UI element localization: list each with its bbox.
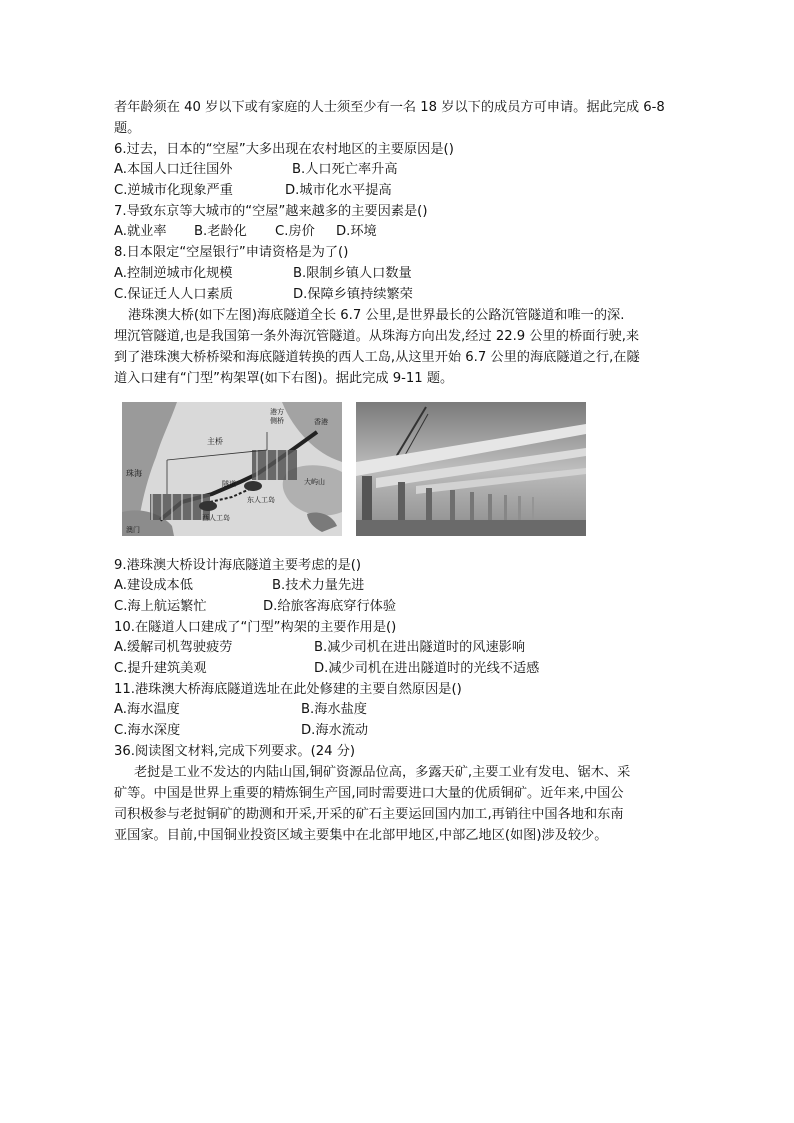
q8-stem: 8.日本限定“空屋银行”申请资格是为了() — [114, 245, 349, 260]
q36-passage-line-4: 亚国家。目前,中国铜业投资区域主要集中在北部甲地区,中部乙地区(如图)涉及较少。 — [114, 828, 608, 843]
q11-stem: 11.港珠澳大桥海底隧道选址在此处修建的主要自然原因是() — [114, 682, 462, 697]
q6-option-a[interactable]: A.本国人口迁往国外 — [114, 162, 233, 177]
bridge-segment-right — [252, 450, 297, 480]
q8-option-d[interactable]: D.保障乡镇持续繁荣 — [293, 287, 413, 302]
label-hk-link-2: 侧桥 — [270, 417, 284, 425]
q7-option-b[interactable]: B.老龄化 — [194, 224, 247, 239]
label-west-island: 西人工岛 — [202, 514, 230, 522]
q7-option-c[interactable]: C.房价 — [275, 224, 315, 239]
label-dayu-shan: 大屿山 — [304, 478, 325, 486]
q10-option-a[interactable]: A.缓解司机驾驶疲劳 — [114, 640, 233, 655]
east-artificial-island — [244, 481, 262, 491]
intro-line-1: 者年龄须在 40 岁以下或有家庭的人士须至少有一名 18 岁以下的成员方可申请。据此完成 6-8 — [114, 100, 665, 115]
q6-option-d[interactable]: D.城市化水平提高 — [285, 183, 392, 198]
q10-stem: 10.在隧道人口建成了“门型”构架的主要作用是() — [114, 620, 397, 635]
ground — [356, 520, 586, 536]
q10-option-d[interactable]: D.减少司机在进出隧道时的光线不适感 — [314, 661, 540, 676]
q6-option-c[interactable]: C.逆城市化现象严重 — [114, 183, 233, 198]
bridge-passage-line-4: 道入口建有“门型”构架罩(如下右图)。据此完成 9-11 题。 — [114, 371, 454, 386]
q8-option-b[interactable]: B.限制乡镇人口数量 — [293, 266, 412, 281]
label-macau: 澳门 — [126, 526, 140, 534]
q7-option-a[interactable]: A.就业率 — [114, 224, 167, 239]
q11-option-b[interactable]: B.海水盐度 — [301, 702, 367, 717]
q36-passage-line-1: 老挝是工业不发达的内陆山国,铜矿资源品位高，多露天矿,主要工业有发电、锯木、采 — [134, 765, 631, 780]
q6-stem: 6.过去，日本的“空屋”大多出现在农村地区的主要原因是() — [114, 142, 454, 157]
intro-line-2: 题。 — [114, 121, 141, 136]
q6-option-b[interactable]: B.人口死亡率升高 — [292, 162, 398, 177]
bridge-passage-line-2: 埋沉管隧道,也是我国第一条外海沉管隧道。从珠海方向出发,经过 22.9 公里的桥面行驶,来 — [114, 329, 640, 344]
bridge-passage-line-1: 港珠澳大桥(如下左图)海底隧道全长 6.7 公里,是世界最长的公路沉管隧道和唯一的深. — [128, 308, 625, 323]
q9-stem: 9.港珠澳大桥设计海底隧道主要考虑的是() — [114, 558, 362, 573]
label-main-bridge: 主桥 — [207, 437, 223, 446]
q36-passage-line-3: 司积极参与老挝铜矿的勘测和开采,开采的矿石主要运回国内加工,再销往中国各地和东南 — [114, 807, 624, 822]
q9-option-b[interactable]: B.技术力量先进 — [272, 578, 365, 593]
q10-option-c[interactable]: C.提升建筑美观 — [114, 661, 207, 676]
q36-stem: 36.阅读图文材料,完成下列要求。(24 分) — [114, 744, 356, 759]
q9-option-a[interactable]: A.建设成本低 — [114, 578, 193, 593]
label-hongkong: 香港 — [314, 418, 328, 426]
label-tunnel: 隧道 — [222, 480, 236, 488]
gate-frame-photo — [356, 402, 586, 536]
label-east-island: 东人工岛 — [247, 496, 275, 504]
bridge-passage-line-3: 到了港珠澳大桥桥梁和海底隧道转换的西人工岛,从这里开始 6.7 公里的海底隧道之行,在隧 — [114, 350, 640, 365]
label-zhuhai: 珠海 — [126, 469, 142, 478]
q7-stem: 7.导致东京等大城市的“空屋”越来越多的主要因素是() — [114, 204, 428, 219]
q9-option-c[interactable]: C.海上航运繁忙 — [114, 599, 207, 614]
q11-option-a[interactable]: A.海水温度 — [114, 702, 180, 717]
bridge-map-figure — [122, 402, 342, 536]
gate-frame-svg — [356, 402, 586, 536]
q7-option-d[interactable]: D.环境 — [336, 224, 377, 239]
q11-option-c[interactable]: C.海水深度 — [114, 723, 181, 738]
label-hk-link: 港方 — [270, 408, 284, 416]
west-artificial-island — [199, 501, 217, 511]
q9-option-d[interactable]: D.给旅客海底穿行体验 — [263, 599, 397, 614]
q10-option-b[interactable]: B.减少司机在进出隧道时的风速影响 — [314, 640, 526, 655]
bridge-map-svg — [122, 402, 342, 536]
q36-passage-line-2: 矿等。中国是世界上重要的精炼铜生产国,同时需要进口大量的优质铜矿。近年来,中国公 — [114, 786, 624, 801]
q8-option-c[interactable]: C.保证迁人人口素质 — [114, 287, 233, 302]
q8-option-a[interactable]: A.控制逆城市化规模 — [114, 266, 233, 281]
q11-option-d[interactable]: D.海水流动 — [301, 723, 369, 738]
